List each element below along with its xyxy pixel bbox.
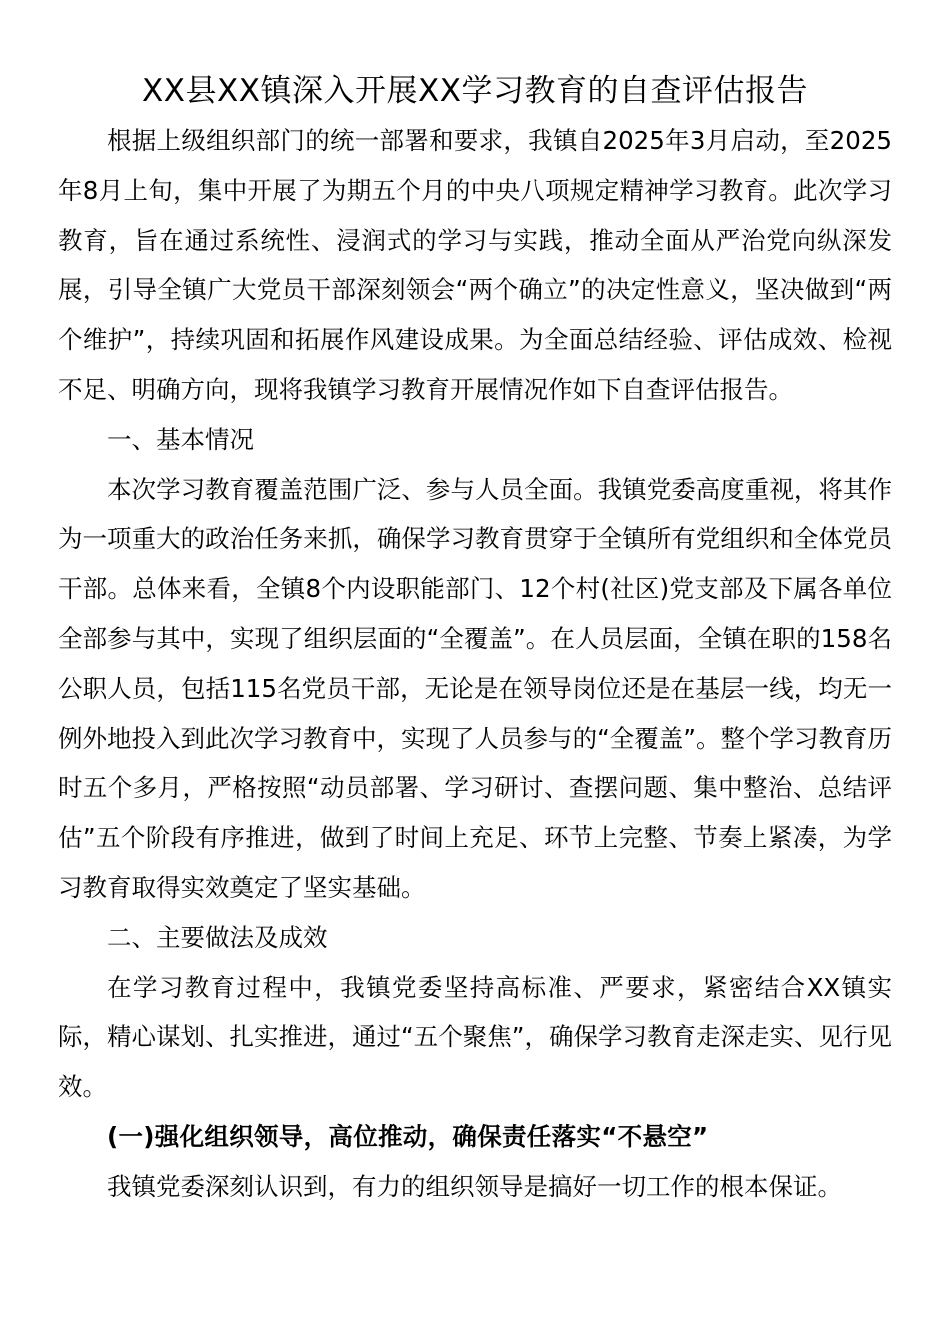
subsection1-heading: (一)强化组织领导，高位推动，确保责任落实“不悬空”: [107, 1121, 709, 1151]
section1-heading: 一、基本情况: [107, 424, 254, 454]
section2-paragraph: 在学习教育过程中，我镇党委坚持高标准、严要求，紧密结合XX镇实际，精心谋划、扎实推进，通过“五个聚焦”，确保学习教育走深走实、见行见效。: [58, 972, 892, 1102]
subsection1-paragraph: 我镇党委深刻认识到，有力的组织领导是搞好一切工作的根本保证。: [107, 1171, 842, 1201]
section2-heading: 二、主要做法及成效: [107, 922, 328, 952]
document-title: XX县XX镇深入开展XX学习教育的自查评估报告: [142, 73, 808, 109]
document-page: [58, 66, 892, 1212]
intro-paragraph: 根据上级组织部门的统一部署和要求，我镇自2025年3月启动，至2025年8月上旬，集中开展了为期五个月的中央八项规定精神学习教育。此次学习教育，旨在通过系统性、浸润式的学习与实践，推动全面从严治党向纵深发展，引导全镇广大党员干部深刻领会“两个确立”的决定性意义，坚决做到“两个维护”，持续巩固和拓展作风建设成果。为全面总结经验、评估成效、检视不足、明确方向，现将我镇学习教育开展情况作如下自查评估报告。: [58, 126, 892, 404]
section1-paragraph: 本次学习教育覆盖范围广泛、参与人员全面。我镇党委高度重视，将其作为一项重大的政治任务来抓，确保学习教育贯穿于全镇所有党组织和全体党员干部。总体来看，全镇8个内设职能部门、12个村(社区)党支部及下属各单位全部参与其中，实现了组织层面的“全覆盖”。在人员层面，全镇在职的158名公职人员，包括115名党员干部，无论是在领导岗位还是在基层一线，均无一例外地投入到此次学习教育中，实现了人员参与的“全覆盖”。整个学习教育历时五个多月，严格按照“动员部署、学习研讨、查摆问题、集中整治、总结评估”五个阶段有序推进，做到了时间上充足、环节上完整、节奏上紧凑，为学习教育取得实效奠定了坚实基础。: [58, 474, 892, 902]
